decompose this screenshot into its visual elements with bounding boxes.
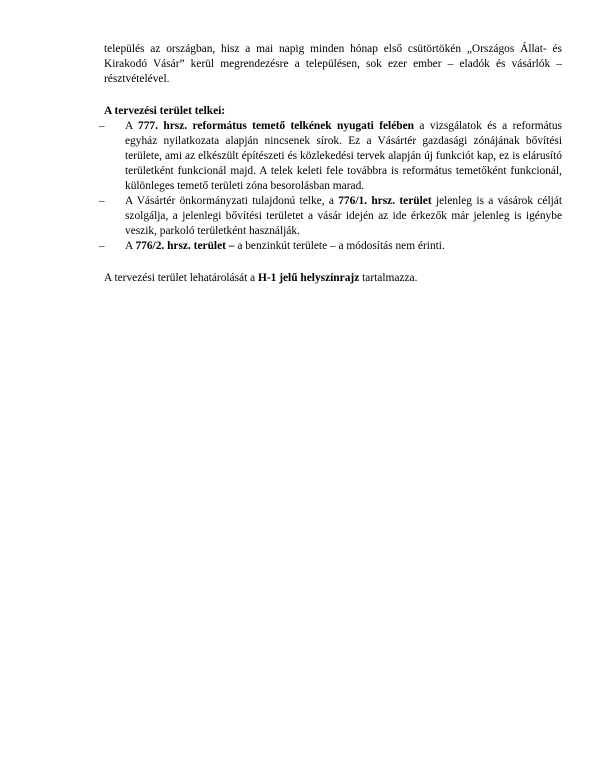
- list-item-777: [99, 119, 562, 194]
- document-page: [99, 42, 562, 286]
- closing-text-bold: H-1 jelű helyszínrajz: [258, 272, 360, 284]
- dash-bullet-icon: –: [99, 240, 105, 252]
- list-item-text-pre: A Vásártér önkormányzati tulajdonú telke, a: [125, 195, 339, 207]
- list-item-text-pre: A: [125, 240, 136, 252]
- closing-text-pre: A tervezési terület lehatárolását a: [104, 272, 259, 284]
- list-item-text-post: jelenleg is a vásárok célját szolgálja, a jelenlegi bővítési területet a vásár idején az ide érkezők már jelenleg is igénybe veszik, parkoló területként használják.: [125, 195, 562, 237]
- list-item-776-1: [99, 194, 562, 239]
- dash-bullet-icon: –: [99, 120, 105, 132]
- list-item-text-bold: 776/2. hrsz. terület –: [135, 240, 235, 252]
- closing-paragraph: [104, 271, 562, 286]
- section-heading: A tervezési terület telkei:: [104, 105, 226, 117]
- dash-bullet-icon: –: [99, 195, 105, 207]
- intro-paragraph: település az országban, hisz a mai napig minden hónap első csütörtökén „Országos Állat- és Kirakodó Vásár” kerül megrendezésre a településen, sok ezer ember – eladók és vásárlók – résztvételével.: [104, 43, 562, 85]
- list-item-text-bold: 777. hrsz. református temető telkének nyugati felében: [138, 120, 414, 132]
- closing-text-post: tartalmazza.: [359, 272, 418, 284]
- list-item-text-pre: A: [125, 120, 139, 132]
- list-item-text-post: a vizsgálatok és a református egyház nyilatkozata alapján nincsenek sírok. Ez a Vásártér gazdasági zónájának bővítési területe, ami az elkészült építészeti és közlekedési tervek alapján új funkciót kap, ez is elárusító területként funkcionál majd. A telek keleti fele továbbra is református temetőként funkcionál, különleges temető területi zóna besorolásban marad.: [125, 120, 562, 192]
- list-item-text-bold: 776/1. hrsz. terület: [338, 195, 432, 207]
- list-item-776-2: [99, 239, 562, 254]
- plot-list: [99, 119, 562, 254]
- list-item-text-post: a benzinkút területe – a módosítás nem érinti.: [234, 240, 445, 252]
